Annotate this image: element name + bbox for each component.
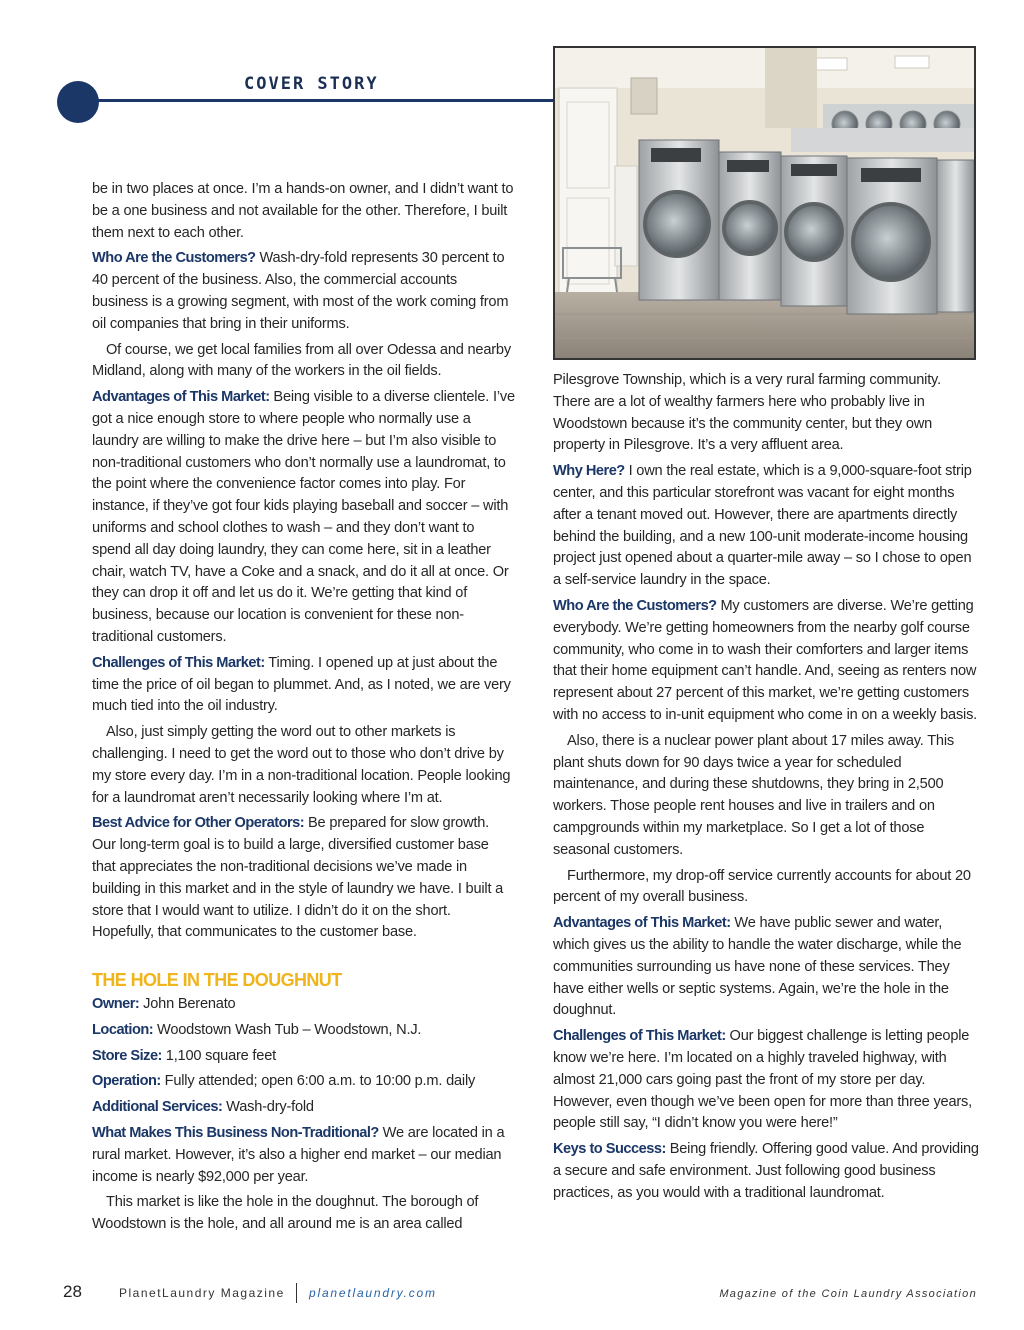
magazine-tagline: Magazine of the Coin Laundry Association <box>719 1288 977 1300</box>
page-footer <box>0 1282 1024 1312</box>
profile-field: Operation: Fully attended; open 6:00 a.m. to 10:00 p.m. daily <box>92 1073 476 1090</box>
paragraph: Who Are the Customers? My customers are diverse. We’re getting everybody. We’re getting homeowners from the nearby golf course community, who come in to wash their comforters and larger items that their home equipment can’t handle. And, seeing as renters now represent about 27 percent of this market, we’re getting customers with no access to in-unit equipment who come in on a weekly basis. <box>553 597 978 723</box>
laundromat-photo <box>553 46 976 360</box>
paragraph: Challenges of This Market: Timing. I opened up at just about the time the price of oil began to plummet. And, as I noted, we are very much tied into the oil industry. <box>92 654 511 715</box>
paragraph: Keys to Success: Being friendly. Offering good value. And providing a secure and safe environment. Just following good business practices, as you would with a traditional laundromat. <box>553 1141 979 1201</box>
paragraph: be in two places at once. I’m a hands-on owner, and I didn’t want to be a one business and not available for the other. Therefore, I built them next to each other. <box>92 181 514 241</box>
header-dot <box>57 81 99 123</box>
profile-field: Owner: John Berenato <box>92 996 236 1013</box>
magazine-url[interactable]: planetlaundry.com <box>309 1286 437 1300</box>
profile-field: Location: Woodstown Wash Tub – Woodstown, N.J. <box>92 1021 422 1038</box>
section-label: COVER STORY <box>244 74 379 94</box>
paragraph: This market is like the hole in the doughnut. The borough of Woodstown is the hole, and all around me is an area called <box>92 1194 479 1233</box>
magazine-name: PlanetLaundry Magazine <box>119 1286 285 1300</box>
paragraph: Furthermore, my drop-off service currently accounts for about 20 percent of my overall business. <box>553 867 971 906</box>
profile-heading: THE HOLE IN THE DOUGHNUT <box>92 970 342 991</box>
paragraph: Also, just simply getting the word out to other markets is challenging. I need to get the word out to those who don’t drive by my store every day. I’m in a non-traditional location. People looking for a laundromat aren’t necessarily looking where I’m at. <box>92 724 511 806</box>
page-number: 28 <box>63 1282 82 1301</box>
paragraph: Best Advice for Other Operators: Be prepared for slow growth. Our long-term goal is to build a large, diversified customer base that appreciates the non-traditional decisions we’ve made in building in this market and in the style of laundry we have. I built a store that I would want to utilize. I didn’t do it on the short. Hopefully, that communicates to the customer base. <box>92 815 504 941</box>
paragraph: Of course, we get local families from all over Odessa and nearby Midland, along with many of the workers in the oil fields. <box>92 341 511 380</box>
paragraph: Advantages of This Market: Being visible to a diverse clientele. I’ve got a nice enough store to where people who normally use a laundry are willing to make the drive here – but I’m also visible to non-traditional customers who don’t normally use a laundromat, to the point where the convenience factor comes into play. For instance, if they’ve got four kids playing baseball and soccer – with uniforms and school clothes to wash – and they don’t want to spend all day doing laundry, they can come here, sit in a leather chair, watch TV, have a Coke and a snack, and do it all at once. Or they can drop it off and let us do it. We’re getting that kind of business, because our location is convenient for these non-traditional customers. <box>92 389 515 645</box>
paragraph: Also, there is a nuclear power plant about 17 miles away. This plant shuts down for 90 days twice a year for scheduled maintenance, and during these shutdowns, they bring in 2,500 workers. Those people rent houses and live in trailers and on campgrounds within my marketplace. So I get a lot of those seasonal customers. <box>553 732 954 858</box>
paragraph: Challenges of This Market: Our biggest challenge is letting people know we’re here. I’m located on a highly traveled highway, with almost 21,000 cars going past the front of my store per day. However, even though we’ve been open for more than three years, people still say, “I didn’t know you were here!” <box>553 1028 972 1132</box>
paragraph: Pilesgrove Township, which is a very rural farming community. There are a lot of wealthy farmers here who probably live in Woodstown because it’s the community center, but they own property in Pilesgrove. It’s a very affluent area. <box>553 372 941 454</box>
paragraph: Advantages of This Market: We have public sewer and water, which gives us the ability to handle the water discharge, while the communities surrounding us have none of these services. They have either wells or septic systems. Again, we’re the hole in the doughnut. <box>553 915 962 1019</box>
profile-field: Store Size: 1,100 square feet <box>92 1047 276 1064</box>
left-column <box>92 179 516 1240</box>
paragraph: Who Are the Customers? Wash-dry-fold represents 30 percent to 40 percent of the business. Also, the commercial accounts business is a growing segment, with most of the work coming from oil companies that bring in their uniforms. <box>92 250 509 332</box>
header-rule <box>90 99 560 102</box>
right-column <box>553 370 979 1208</box>
footer-divider <box>296 1283 297 1303</box>
profile-field: Additional Services: Wash-dry-fold <box>92 1099 314 1116</box>
paragraph: Why Here? I own the real estate, which is a 9,000-square-foot strip center, and this particular storefront was vacant for eight months after a tenant moved out. However, there are apartments directly behind the building, and a new 100-unit moderate-income housing project just opened about a quarter-mile away – so I chose to open a self-service laundry in the space. <box>553 463 972 589</box>
paragraph: What Makes This Business Non-Traditional? We are located in a rural market. However, it’s also a higher end market – our median income is nearly $92,000 per year. <box>92 1125 505 1185</box>
